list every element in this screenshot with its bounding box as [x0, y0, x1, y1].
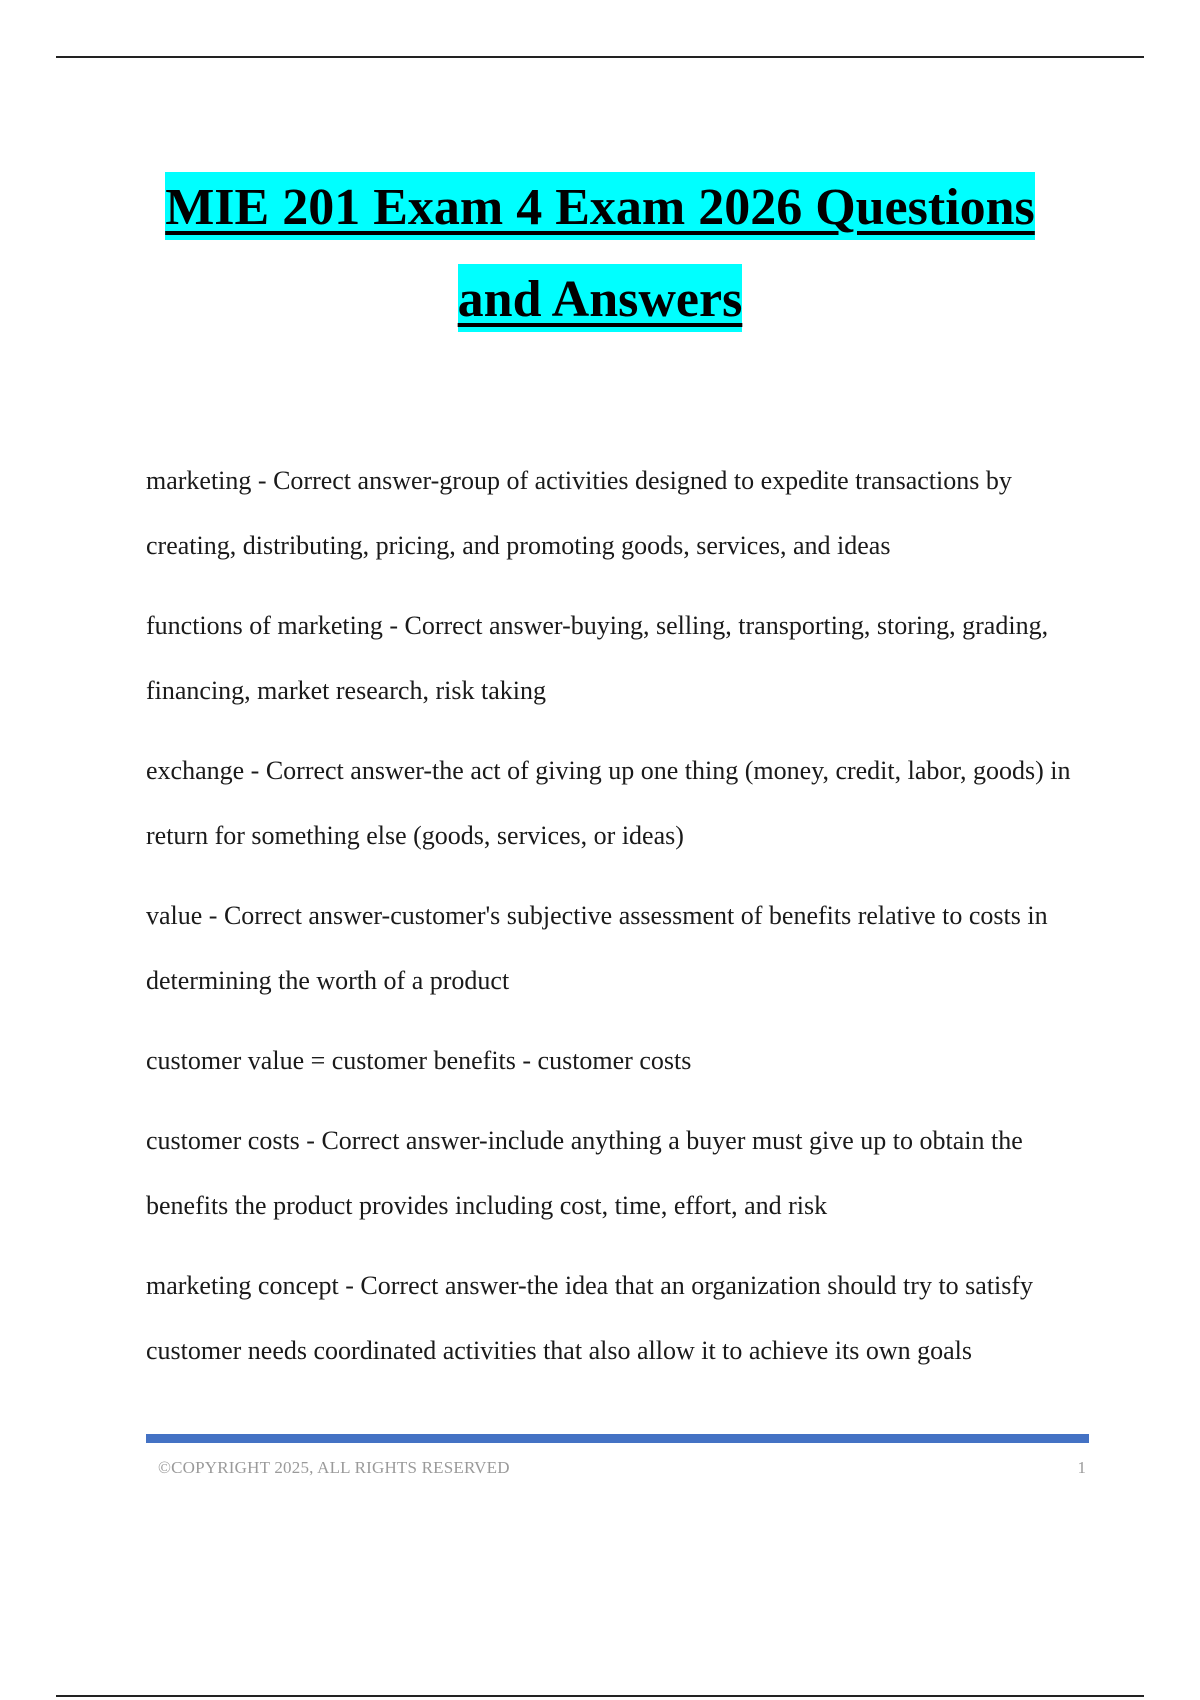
title-line-2: and Answers — [458, 264, 743, 332]
title-line-1: MIE 201 Exam 4 Exam 2026 Questions — [165, 172, 1035, 240]
entry-exchange: exchange - Correct answer-the act of giving up one thing (money, credit, labor, goods) in return for something else (goods, services, or ideas) — [146, 756, 1071, 850]
entry-value: value - Correct answer-customer's subjective assessment of benefits relative to costs in determining the worth of a product — [146, 901, 1048, 995]
footer-page-number: 1 — [1077, 1458, 1086, 1477]
bottom-page-rule — [56, 1695, 1144, 1697]
top-page-rule — [56, 56, 1144, 58]
document-title — [0, 172, 1200, 356]
entry-marketing-concept: marketing concept - Correct answer-the idea that an organization should try to satisfy customer needs coordinated activities that also allow it to achieve its own goals — [146, 1271, 1034, 1365]
footer-copyright: ©COPYRIGHT 2025, ALL RIGHTS RESERVED — [158, 1458, 510, 1477]
document-body — [146, 448, 1096, 1398]
entry-functions-of-marketing: functions of marketing - Correct answer-buying, selling, transporting, storing, grading, financing, market research, risk taking — [146, 611, 1049, 705]
entry-customer-costs: customer costs - Correct answer-include anything a buyer must give up to obtain the benefits the product provides including cost, time, effort, and risk — [146, 1126, 1023, 1220]
entry-marketing: marketing - Correct answer-group of activities designed to expedite transactions by creating, distributing, pricing, and promoting goods, services, and ideas — [146, 466, 1012, 560]
entry-customer-value-formula: customer value = customer benefits - customer costs — [146, 1046, 692, 1075]
footer-divider-bar — [146, 1434, 1089, 1443]
